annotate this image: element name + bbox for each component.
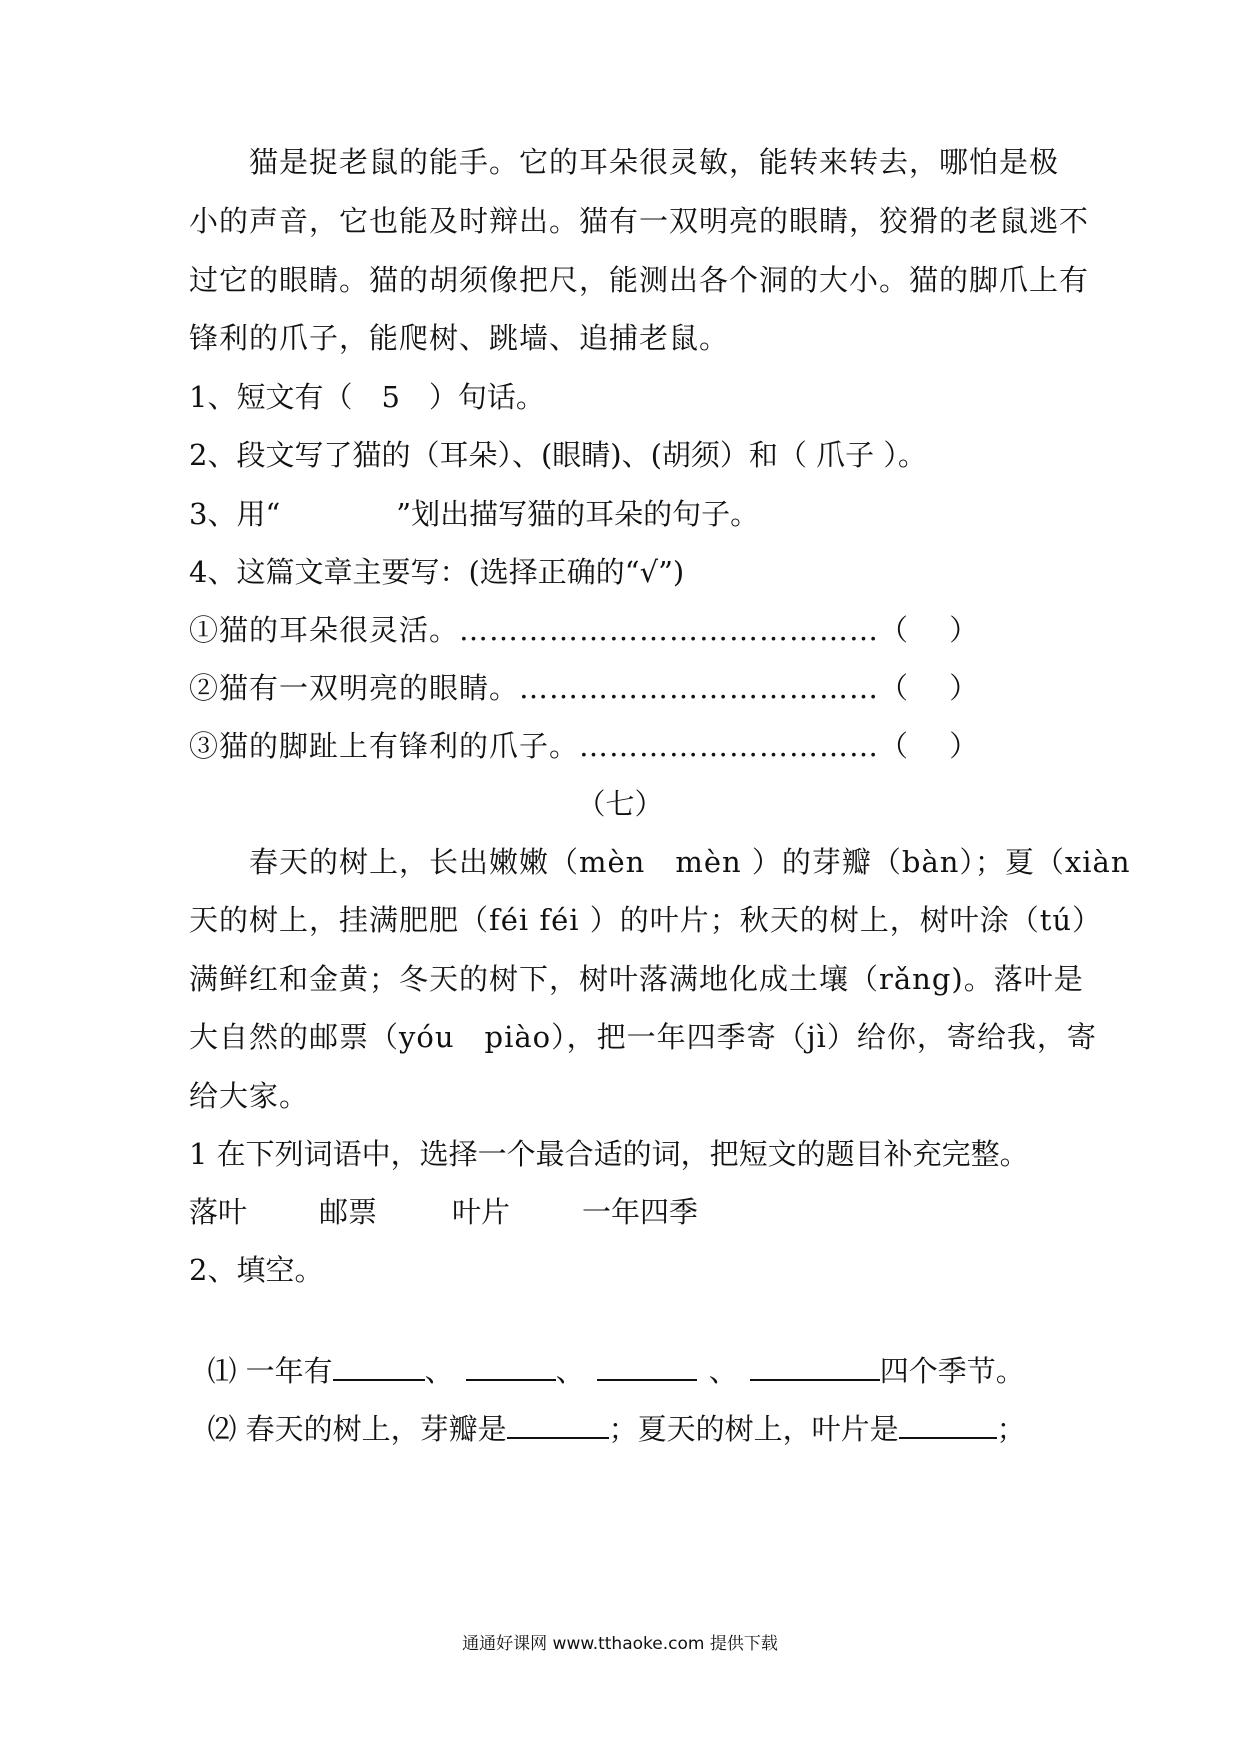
passage7-line-3: 满鲜红和金黄；冬天的树下，树叶落满地化成土壤（rǎng)。落叶是: [189, 962, 1084, 996]
fill-in-line-2: [189, 1367, 1026, 1449]
footer-credit: 通通好课网 www.tthaoke.com 提供下载: [462, 1634, 778, 1654]
choice-option-2[interactable]: ②猫有一双明亮的眼睛。………………………………（ ）: [189, 671, 980, 705]
fill2-prefix: ⑵ 春天的树上，芽瓣是: [207, 1412, 507, 1446]
question7-2: 2、填空。: [189, 1253, 324, 1287]
question-2: 2、段文写了猫的（耳朵）、(眼睛)、(胡须）和（ 爪子 ）。: [189, 438, 927, 472]
choice-option-3[interactable]: ③猫的脚趾上有锋利的爪子。…………………………（ ）: [189, 729, 980, 763]
fill2-suffix: ；: [996, 1412, 1026, 1446]
blank-bud[interactable]: [507, 1407, 609, 1439]
question-3: 3、用“ ”划出描写猫的耳朵的句子。: [189, 497, 760, 531]
question-4: 4、这篇文章主要写：(选择正确的“√”): [189, 555, 685, 589]
passage7-line-4: 大自然的邮票（yóu piào），把一年四季寄（jì）给你，寄给我，寄: [189, 1020, 1097, 1054]
passage-line-4: 锋利的爪子，能爬树、跳墙、追捕老鼠。: [189, 321, 730, 355]
fill1-prefix: ⑴ 一年有: [207, 1354, 333, 1388]
fill1-sep-3: 、: [708, 1354, 738, 1388]
passage7-line-1: 春天的树上，长出嫩嫩（mèn mèn ）的芽瓣（bàn）；夏（xiàn: [189, 845, 1131, 879]
blank-leaf[interactable]: [899, 1407, 997, 1439]
word-option-3[interactable]: 叶片: [452, 1195, 511, 1229]
passage7-line-2: 天的树上，挂满肥肥（féi féi ）的叶片；秋天的树上，树叶涂（tú）: [189, 903, 1103, 937]
fill1-sep-1: 、: [424, 1354, 454, 1388]
question-1: 1、短文有（ 5 ）句话。: [189, 380, 545, 414]
fill1-sep-2: 、: [555, 1354, 585, 1388]
passage7-line-5: 给大家。: [189, 1079, 310, 1113]
choice-option-1[interactable]: ①猫的耳朵很灵活。……………………………………（ ）: [189, 613, 980, 647]
fill2-mid: ；夏天的树上，叶片是: [608, 1412, 899, 1446]
word-option-1[interactable]: 落叶: [189, 1195, 248, 1229]
passage-line-3: 过它的眼睛。猫的胡须像把尺，能测出各个洞的大小。猫的脚爪上有: [189, 263, 1090, 297]
question7-1: 1 在下列词语中，选择一个最合适的词，把短文的题目补充完整。: [189, 1137, 1029, 1171]
word-option-4[interactable]: 一年四季: [582, 1195, 699, 1229]
word-option-2[interactable]: 邮票: [319, 1195, 378, 1229]
section-heading: （七）: [576, 787, 664, 821]
passage-line-1: 猫是捉老鼠的能手。它的耳朵很灵敏，能转来转去，哪怕是极: [189, 145, 1060, 179]
fill1-suffix: 四个季节。: [879, 1354, 1025, 1388]
passage-line-2: 小的声音，它也能及时辩出。猫有一双明亮的眼睛，狡猾的老鼠逃不: [189, 204, 1090, 238]
